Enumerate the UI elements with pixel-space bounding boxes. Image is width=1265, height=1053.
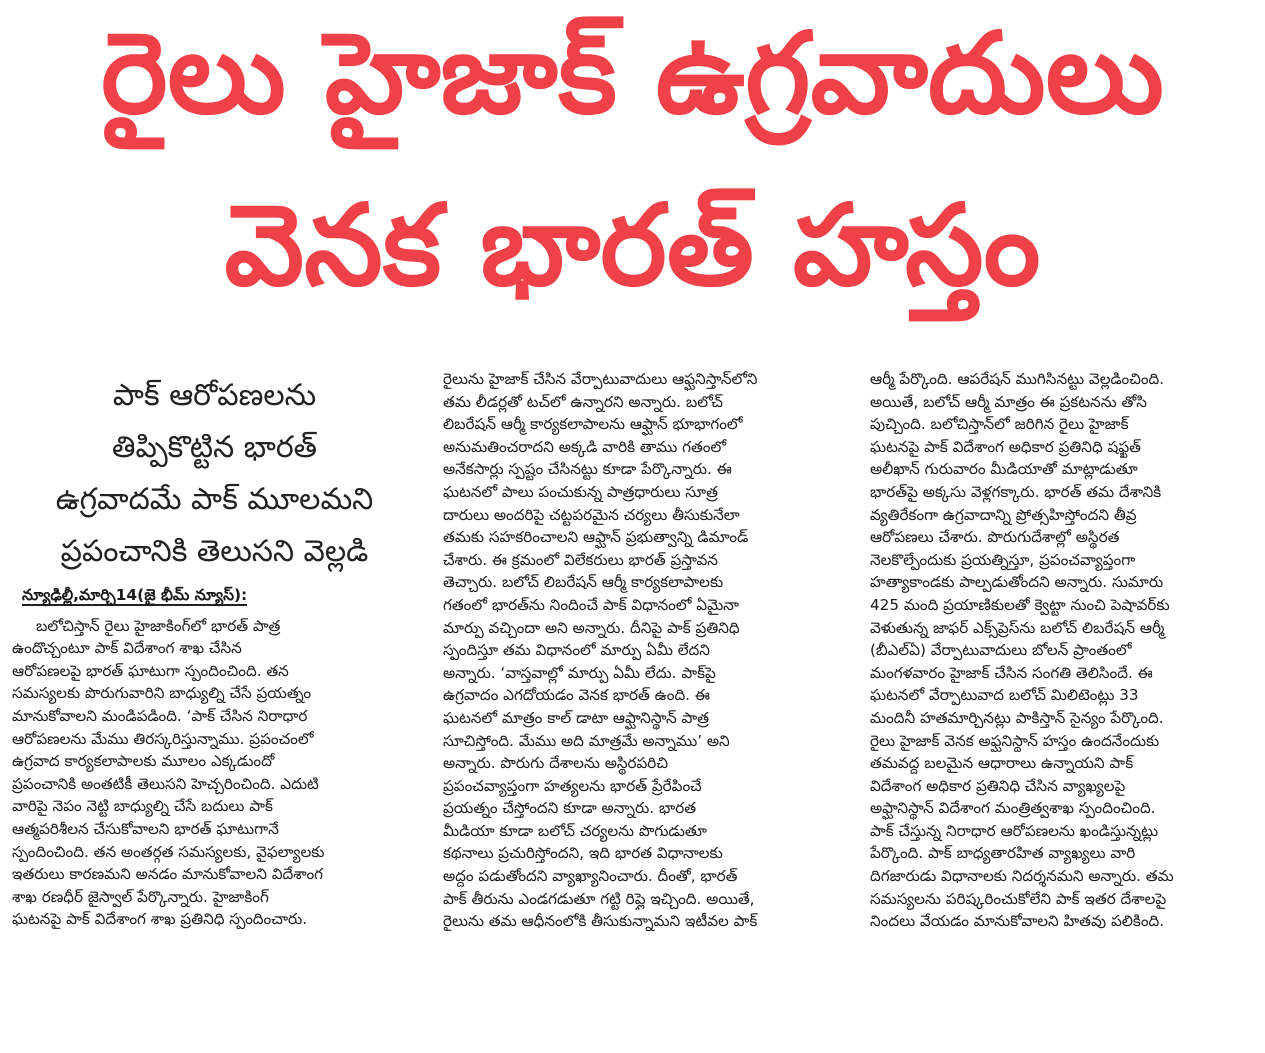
body-text-line: నెలకొల్పేందుకు ప్రయత్నిస్తూ, ప్రపంచవ్యాప్తంగా (870, 550, 1136, 569)
body-text-line: తమకు సహకరించాలని ఆఫ్ఘాన్ ప్రభుత్వాన్ని డిమాండ్ (443, 528, 749, 547)
article-column-1 (12, 368, 417, 931)
body-text-line: ఉగ్రవాదం ఎగదోయడం వెనక భారత్ ఉంది. ఈ (443, 686, 710, 705)
body-text-line: అన్నారు. పొరుగు దేశాలను అస్థిరపరిచి (443, 754, 668, 773)
body-text-line: పాక్ తీరును ఎండగడుతూ గట్టి రిప్లై ఇచ్చింది. అయితే, (443, 889, 755, 908)
body-text-line: విదేశాంగ అధికార ప్రతినిధి చేసిన వ్యాఖ్యలపై (870, 776, 1126, 795)
body-text-line: (బీఎల్ఏ) వేర్పాటువాదులు బోలన్ ప్రాంతంలో (870, 641, 1132, 660)
body-text-line: గతంలో భారత్‌ను నిందించే పాక్ విధానంలో ఏమైనా (443, 595, 739, 614)
body-text-line: మంగళవారం హైజాక్ చేసిన సంగతి తెలిసిందే. ఈ (870, 663, 1153, 682)
subheadline-line: ఉగ్రవాదమే పాక్ మూలమని (55, 482, 374, 517)
subheadline-line: ప్రపంచానికి తెలుసని వెల్లడి (60, 534, 369, 569)
body-text-line: అనేకసార్లు స్పష్టం చేసినట్టు కూడా పేర్కొన్నారు. ఈ (443, 460, 732, 479)
body-text-line: ఘటనలో మాత్రం కాల్ డాటా ఆఫ్ఘానిస్థాన్ పాత్ర (443, 708, 709, 727)
body-text-line: రైలును తమ ఆధీనంలోకి తీసుకున్నామని ఇటీవల పాక్ (443, 912, 758, 931)
body-text-line: తమ లీడర్లతో టచ్‌లో ఉన్నారని అన్నారు. బలోచ్ (443, 392, 723, 411)
body-text-line: ఘటనలో పాలు పంచుకున్న పాత్రధారులు సూత్ర (443, 482, 718, 501)
body-text-line: ఆత్మపరిశీలన చేసుకోవాలని భారత్ ఘాటుగానే (12, 819, 279, 838)
body-text-line: పాక్ చేస్తున్న నిరాధార ఆరోపణలను ఖండిస్తున్నట్లు (870, 821, 1159, 840)
column-3-body (870, 368, 1260, 933)
body-text-line: శాఖ రణధీర్ జైస్వాల్ పేర్కొన్నారు. హైజాకింగ్ (12, 887, 269, 906)
body-text-line: మీడియా కూడా బలోచ్ చర్యలను పొగుడుతూ (443, 821, 707, 840)
body-text-line: దారులు అందరిపై చట్టపరమైన చర్యలు తీసుకునేలా (443, 505, 740, 524)
body-text-line: పేర్కొంది. పాక్ బాధ్యతారహిత వ్యాఖ్యలు వారి (870, 844, 1136, 863)
column-1-body (12, 615, 417, 931)
body-text-line: రైలును హైజాక్ చేసిన వేర్పాటువాదులు ఆఫ్ఘనిస్తాన్‌లోని (443, 370, 758, 388)
body-text-line: మార్పు వచ్చిందా అని అన్నారు. దీనిపై పాక్ ప్రతినిధి (443, 618, 740, 637)
subheadline-line: తిప్పికొట్టిన భారత్ (112, 430, 317, 465)
body-text-line: చేశారు. ఈ క్రమంలో విలేకరులు భారత్ ప్రస్తావన (443, 550, 718, 569)
column-2-body (443, 368, 853, 933)
body-text-line: ఆర్మీ పేర్కొంది. ఆపరేషన్ ముగిసినట్టు వెల్లడించింది. (870, 370, 1165, 388)
body-text-line: బలోచిస్తాన్ రైలు హైజాకింగ్‌లో భారత్ పాత్ర (36, 616, 281, 635)
body-text-line: 425 మంది ప్రయాణికులతో క్వెట్టా నుంచి పెషావర్‌కు (870, 595, 1170, 614)
body-text-line: ఉందొచ్చంటూ పాక్ విదేశాంగ శాఖ చేసిన (12, 639, 242, 658)
body-text-line: సమస్యలను పరిష్కరించుకోలేని పాక్ ఇతర దేశాలపై (870, 889, 1167, 908)
body-text-line: తమవద్ద బలమైన ఆధారాలు ఉన్నాయని పాక్ (870, 754, 1134, 773)
body-text-line: అన్నారు. ‘వాస్తవాల్లో మార్పు ఏమీ లేదు. పాక్‌పై (443, 663, 716, 682)
body-text-line: తెచ్చారు. బలోచ్ లిబరేషన్ ఆర్మీ కార్యకలాపాలకు (443, 573, 724, 592)
body-text-line: ఘటనపై పాక్ విదేశాంగ అధికార ప్రతినిధి షఫ్ఖత్ (870, 437, 1141, 456)
body-text-line: అలీఖాన్ గురువారం మీడియాతో మాట్లాడుతూ (870, 460, 1138, 479)
body-text-line: రైలు హైజాక్ వెనక అఫ్ఘనిస్థాన్ హస్తం ఉందనేందుకు (870, 731, 1160, 750)
body-text-line: అద్దం పడుతోందని వ్యాఖ్యానించారు. దీంతో, భారత్ (443, 867, 738, 886)
body-text-line: ఇతరులు కారణమని అనడం మానుకోవాలని విదేశాంగ (12, 865, 324, 884)
body-text-line: సూచిస్తోంది. మేము అది మాత్రమే అన్నాము’ అని (443, 731, 730, 750)
article-column-3 (870, 368, 1260, 933)
body-text-line: దిగజారుడు విధానాలకు నిదర్శనమని అన్నారు. తమ (870, 867, 1174, 886)
body-text-line: ఘటనలో వేర్పాటువాద బలోచ్ మిలిటెంట్లు 33 (870, 686, 1139, 705)
body-text-line: లిబరేషన్ ఆర్మీ కార్యకలాపాలను ఆఫ్ఘాన్ భూభాగంలో (443, 415, 743, 434)
body-text-line: మందినీ హతమార్చినట్లు పాకిస్తాన్ సైన్యం పేర్కొంది. (870, 708, 1164, 727)
body-text-line: హత్యాకాండకు పాల్పడుతోందని అన్నారు. సుమారు (870, 573, 1164, 592)
body-text-line: మానుకోవాలని మండిపడింది. ‘పాక్ చేసిన నిరాధార (12, 706, 308, 725)
body-text-line: వెళుతున్న జాఫర్ ఎక్స్‌ప్రెస్‌ను బలోచ్ లిబరేషన్ ఆర్మీ (870, 618, 1165, 637)
body-text-line: స్పందించింది. తన అంతర్గత సమస్యలకు, వైఫల్యాలకు (12, 842, 325, 861)
body-text-line: ఘటనపై పాక్ విదేశాంగ శాఖ ప్రతినిధి స్పందించారు. (12, 910, 308, 929)
subheadline-line: పాక్ ఆరోపణలను (112, 378, 317, 413)
body-text-line: స్పందిస్తూ తమ విధానంలో మార్పు ఏమీ లేదని (443, 641, 710, 660)
body-text-line: కథనాలు ప్రచురిస్తోందని, ఇది భారత విధానాలకు (443, 844, 723, 863)
dateline-text: న్యూఢిల్లీ,మార్చి14(జై భీమ్ న్యూస్): (22, 586, 248, 604)
dateline (12, 584, 417, 607)
body-text-line: పుచ్చింది. బలోచిస్తాన్‌లో జరిగిన రైలు హైజాక్ (870, 415, 1129, 434)
headline-line-2: వెనక భారత్ హస్తం (224, 181, 1041, 311)
subheadline (12, 370, 417, 578)
body-text-line: ఉగ్రవాద కార్యకలాపాలకు మూలం ఎక్కడుందో (12, 752, 275, 771)
body-text-line: ఆరోపణలపై భారత్ ఘాటుగా స్పందించింది. తన (12, 661, 289, 680)
body-text-line: వ్యతిరేకంగా ఉగ్రవాదాన్ని ప్రోత్సహిస్తోందని తీవ్ర (870, 505, 1137, 524)
body-text-line: వారిపై నెపం నెట్టి బాధ్యుల్ని చేసే బదులు పాక్ (12, 797, 273, 816)
body-text-line: అఫ్ఘానిస్థాన్ విదేశాంగ మంత్రిత్వశాఖ స్పందించింది. (870, 799, 1156, 818)
body-text-line: ఆరోపణలను మేము తిరస్కరిస్తున్నాము. ప్రపంచంలో (12, 729, 314, 748)
body-text-line: సమస్యలకు పొరుగువారిని బాధ్యుల్ని చేసే ప్రయత్నం (12, 684, 312, 703)
headline-line-1: రైలు హైజాక్ ఉగ్రవాదులు (101, 9, 1164, 139)
body-text-line: ప్రపంచానికి అంతటికీ తెలుసని హెచ్చరించింది. ఎదుటి (12, 774, 319, 793)
body-text-line: అనుమతించరాదని అక్కడి వారికి తాము గతంలో (443, 437, 727, 456)
body-text-line: ప్రపంచవ్యాప్తంగా హత్యలను భారత్ ప్రేరేపించే (443, 776, 702, 795)
body-text-line: భారత్‌పై అక్కసు వెళ్లగక్కారు. భారత్ తమ దేశానికి (870, 482, 1162, 501)
body-text-line: అయితే, బలోచ్ ఆర్మీ మాత్రం ఈ ప్రకటనను తోసి (870, 392, 1147, 411)
article-column-2 (443, 368, 853, 933)
body-text-line: ప్రయత్నం చేస్తోందని కూడా అన్నారు. భారత (443, 799, 697, 818)
body-text-line: నిందలు వేయడం మానుకోవాలని హితవు పలికింది. (870, 912, 1165, 931)
body-text-line: ఆరోపణలు చేశారు. పొరుగుదేశాల్లో అస్థిరత (870, 528, 1120, 547)
